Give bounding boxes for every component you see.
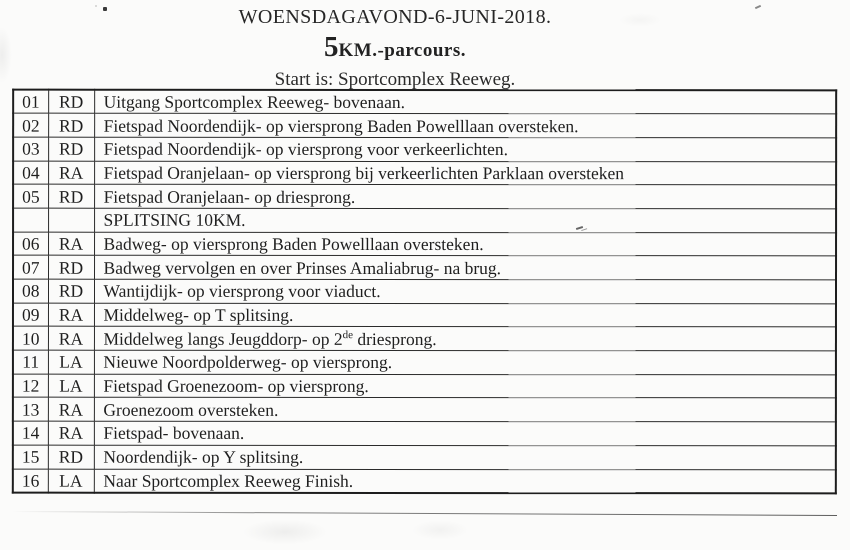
route-instruction: SPLITSING 10KM. (94, 208, 836, 232)
direction-code: LA (48, 469, 94, 493)
direction-code: RD (48, 279, 94, 303)
row-number: 08 (13, 279, 48, 303)
scan-speck (103, 7, 107, 11)
route-instruction: Noordendijk- op Y splitsing. (94, 445, 836, 469)
route-instruction: Fietspad Groenezoom- op viersprong. (94, 374, 836, 398)
route-table-body (13, 90, 836, 493)
row-number: 07 (13, 255, 48, 279)
table-row (13, 232, 836, 256)
scan-skew-line (12, 511, 837, 516)
route-instruction: Badweg- op viersprong Baden Powelllaan oversteken. (94, 232, 836, 256)
row-number: 06 (13, 232, 48, 256)
table-row (13, 350, 836, 374)
route-instruction: Groenezoom oversteken. (94, 398, 836, 422)
direction-code: RD (48, 90, 94, 114)
row-number: 16 (13, 469, 48, 493)
row-number: 02 (13, 113, 48, 137)
direction-code: LA (48, 374, 94, 398)
table-row (13, 184, 836, 208)
route-instruction: Badweg vervolgen en over Prinses Amaliabrug- na brug. (94, 256, 836, 280)
route-instruction: Middelweg langs Jeugddorp- op 2de driesprong. (94, 327, 836, 351)
row-number: 04 (13, 161, 48, 185)
direction-code: RD (48, 445, 94, 469)
direction-code: RD (48, 137, 94, 161)
route-instruction: Middelweg- op T splitsing. (94, 303, 836, 327)
route-instruction: Fietspad Oranjelaan- op viersprong bij verkeerlichten Parklaan oversteken (94, 161, 836, 185)
direction-code: RD (48, 255, 94, 279)
table-row (13, 161, 836, 185)
direction-code: RD (48, 184, 94, 208)
table-row (13, 469, 836, 493)
row-number: 12 (13, 374, 48, 398)
row-number: 11 (13, 350, 48, 374)
row-number: 15 (13, 445, 48, 469)
route-instruction: Fietspad Oranjelaan- op driesprong. (94, 184, 836, 208)
distance-label: KM.-parcours. (338, 40, 467, 61)
table-row (13, 255, 836, 279)
route-instruction: Nieuwe Noordpolderweg- op viersprong. (94, 350, 836, 374)
route-instruction: Fietspad- bovenaan. (94, 421, 836, 445)
direction-code: LA (48, 350, 94, 374)
row-number: 01 (13, 90, 48, 114)
direction-code: RA (48, 327, 94, 351)
event-title: WOENSDAGAVOND-6-JUNI-2018. (238, 6, 552, 28)
direction-code: RA (48, 421, 94, 445)
table-row (13, 279, 836, 303)
direction-code: RA (48, 303, 94, 327)
table-row (13, 398, 836, 422)
table-row (13, 327, 836, 351)
row-number: 03 (13, 137, 48, 161)
row-number: 05 (13, 184, 48, 208)
distance-number: 5 (323, 31, 339, 63)
document-header (0, 6, 790, 91)
direction-code: RA (48, 161, 94, 185)
start-location: Start is: Sportcomplex Reeweg. (274, 69, 516, 90)
table-row (13, 303, 836, 327)
direction-code: RA (48, 232, 94, 256)
route-instruction: Uitgang Sportcomplex Reeweg- bovenaan. (94, 90, 836, 114)
route-table (12, 89, 837, 494)
table-row (13, 90, 836, 114)
ordinal-superscript: de (342, 328, 353, 341)
row-number: 14 (13, 421, 48, 445)
table-row (13, 374, 836, 398)
route-instruction: Naar Sportcomplex Reeweg Finish. (94, 469, 836, 493)
table-row (13, 113, 836, 137)
row-number (13, 208, 48, 232)
direction-code (48, 208, 94, 232)
row-number: 13 (13, 398, 48, 422)
direction-code: RD (48, 113, 94, 137)
distance-title (0, 33, 790, 66)
table-row (13, 208, 836, 232)
route-instruction: Fietspad Noordendijk- op viersprong Baden Powelllaan oversteken. (94, 113, 836, 137)
route-instruction: Fietspad Noordendijk- op viersprong voor verkeerlichten. (94, 137, 836, 161)
direction-code: RA (48, 398, 94, 422)
row-number: 10 (13, 327, 48, 351)
row-number: 09 (13, 303, 48, 327)
table-row (13, 137, 836, 161)
table-row (13, 421, 836, 445)
route-instruction: Wantijdijk- op viersprong voor viaduct. (94, 279, 836, 303)
table-row (13, 445, 836, 469)
